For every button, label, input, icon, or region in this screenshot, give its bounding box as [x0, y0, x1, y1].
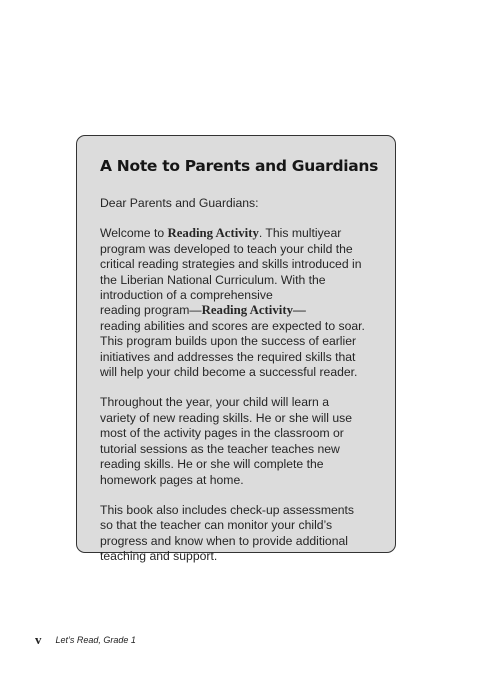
- paragraph-line: Throughout the year, your child will learn a: [100, 395, 329, 410]
- program-name: Reading Activity: [201, 303, 293, 318]
- paragraph-throughout: [100, 395, 375, 487]
- paragraph-line: variety of new reading skills. He or she will use: [100, 410, 352, 425]
- text-run: Welcome to: [100, 226, 168, 241]
- paragraph-line: [100, 303, 375, 318]
- text-run: —: [292, 303, 306, 318]
- paragraph-line: teaching and support.: [100, 549, 218, 564]
- paragraph-line: reading abilities and scores are expected to soar.: [100, 318, 365, 333]
- note-box: [76, 135, 396, 564]
- paragraph-line: reading skills. He or she will complete the: [100, 457, 324, 472]
- paragraph-line: This program builds upon the success of earlier: [100, 334, 357, 349]
- text-run: reading program—: [100, 303, 202, 318]
- paragraph-line: critical reading strategies and skills introduced in: [100, 257, 362, 272]
- paragraph-line: will help your child become a successful reader.: [100, 365, 358, 380]
- note-title: A Note to Parents and Guardians: [100, 157, 379, 175]
- paragraph-line: progress and know when to provide additional: [100, 533, 348, 548]
- program-name: Reading Activity: [167, 226, 259, 241]
- paragraph-line: most of the activity pages in the classroom or: [100, 426, 344, 441]
- book-label: Let’s Read, Grade 1: [55, 635, 136, 645]
- text-run: . This multiyear: [258, 226, 342, 241]
- paragraph-line: so that the teacher can monitor your child’s: [100, 518, 333, 533]
- paragraph-assessments: [100, 503, 375, 565]
- paragraph-line: This book also includes check-up assessments: [100, 502, 355, 517]
- paragraph-line: program was developed to teach your child the: [100, 241, 353, 256]
- paragraph-line: the Liberian National Curriculum. With the: [100, 272, 326, 287]
- paragraph-line: initiatives and addresses the required skills that: [100, 349, 356, 364]
- paragraph-line: homework pages at home.: [100, 472, 244, 487]
- page-footer: [35, 632, 136, 648]
- paragraph-line: tutorial sessions as the teacher teaches new: [100, 441, 340, 456]
- paragraph-welcome: [100, 226, 375, 380]
- paragraph-line: [100, 226, 375, 241]
- paragraph-line: introduction of a comprehensive: [100, 288, 273, 303]
- salutation: [100, 196, 375, 211]
- salutation-text: Dear Parents and Guardians:: [100, 196, 259, 210]
- page-number: v: [35, 632, 42, 647]
